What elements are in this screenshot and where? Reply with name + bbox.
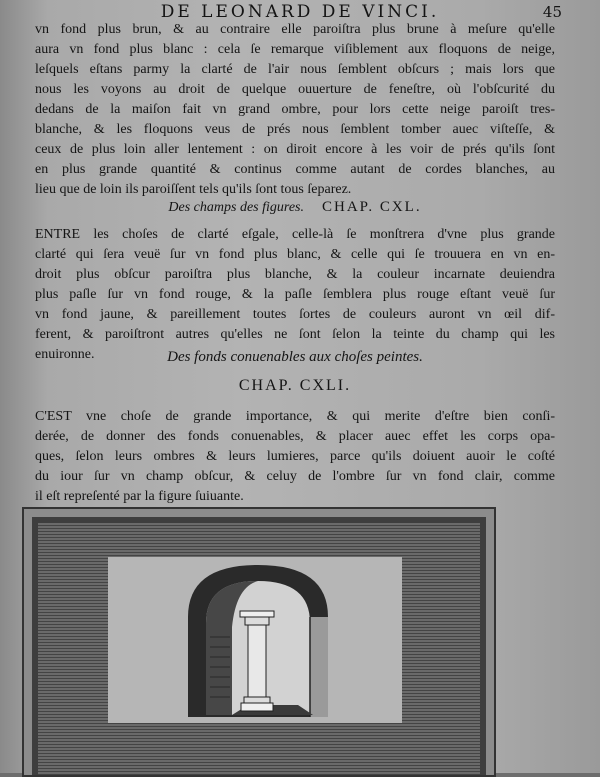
paragraph-continuation: [35, 20, 555, 200]
text-line: aura vn fond plus blanc : cela ſe remarque viſiblement aux floquons de neige,: [35, 42, 555, 57]
text-line: blanche, & les floquons veus de prés nous ſemblent tomber auec viſteſſe, &: [35, 122, 555, 137]
text-line: enuironne.: [35, 347, 95, 362]
text-line: leſquels eſtans parmy la clarté de l'air nous ſemblent obſcurs ; mais lors que: [35, 62, 555, 77]
text-line: derée, de donner des fonds conuenables, & placer auec effet les corps opa-: [35, 429, 555, 444]
page-number: 45: [542, 3, 562, 21]
chapter-number-cxli: CHAP. CXLI.: [238, 377, 352, 394]
text-line: dedans de la maiſon fait vn grand ombre, pour lors cette neige paroiſt tres-: [35, 102, 555, 117]
chapter-title: Des champs des figures.: [168, 200, 304, 215]
text-line: droit plus obſcur paroiſtra plus blanche, & la couleur incarnate deuiendra: [35, 267, 555, 282]
text-line: nous les voyons au droit de quelque ouuerture de feneſtre, où l'obſcurité du: [35, 82, 555, 97]
text-line: ques, ſelon leurs ombres & leurs lumieres, parce qu'ils doiuent auoir le coſté: [35, 449, 555, 464]
engraved-figure: [22, 507, 496, 777]
text-line: C'EST vne choſe de grande importance, & qui merite d'eſtre bien conſi-: [35, 409, 555, 424]
text-line: ENTRE les choſes de clarté eſgale, celle-là ſe monſtrera d'vne plus grande: [35, 227, 555, 242]
figure-panel: [108, 557, 402, 723]
text-line: ceux de plus loin aller lentement : on diroit encore à les voir de prés qu'ils ſont: [35, 142, 555, 157]
chapter-number: CHAP. CXL.: [321, 199, 422, 215]
paragraph-cxli: [35, 407, 555, 507]
text-line: clarté qui ſera veuë ſur vn fond plus blanc, & celle qui ſe trouuera en vn en-: [35, 247, 555, 262]
text-line: en plus grande quantité & continus comme autant de cordes blanches, au: [35, 162, 555, 177]
running-head: DE LEONARD DE VINCI.: [160, 2, 440, 22]
text-line: plus paſle ſur vn fond rouge, & la paſle ſemblera plus rouge eſtant veuë ſur: [35, 287, 555, 302]
chapter-heading-cxl: [35, 199, 555, 216]
text-line: ferent, & paroiſtront autres qu'elles ne ſont ſelon la teinte du champ qui les: [35, 327, 555, 342]
text-line: du iour ſur vn champ obſcur, & celuy de l'ombre ſur vn fond clair, comme: [35, 469, 555, 484]
text-line: lieu que de loin ils paroiſſent tels qu'ils ſont tous ſeparez.: [35, 182, 352, 197]
arch-with-pedestal-icon: [108, 557, 402, 723]
text-line: vn fond plus brun, & au contraire elle paroiſtra plus brune à meſure qu'elle: [35, 22, 555, 37]
paragraph-cxl: [35, 225, 555, 365]
text-line: il eſt repreſenté par la figure ſuiuante.: [35, 489, 244, 504]
text-line: vn fond jaune, & pareillement toutes ſortes de couleurs auront vn œil dif-: [35, 307, 555, 322]
chapter-title-cxli: Des fonds conuenables aux choſes peintes.: [167, 349, 423, 365]
